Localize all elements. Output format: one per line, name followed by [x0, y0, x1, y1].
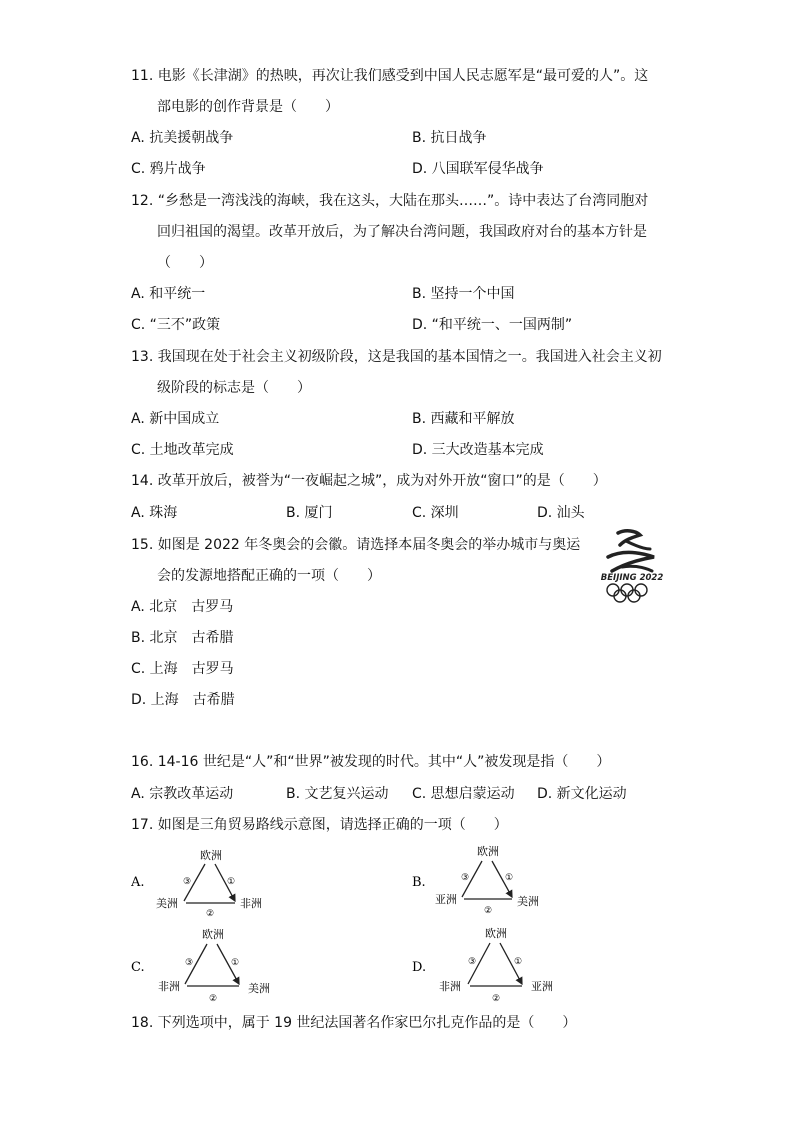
q17-c-num3: ③: [184, 958, 194, 968]
q12-text-2: 回归祖国的渴望。改革开放后，为了解决台湾问题，我国政府对台的基本方针是: [157, 224, 647, 240]
q12-option-a[interactable]: A. 和平统一: [131, 286, 206, 302]
q17-option-c[interactable]: [131, 928, 281, 1008]
q17-option-a[interactable]: [131, 845, 281, 921]
q14-option-d[interactable]: D. 汕头: [537, 505, 585, 521]
q17-b-num2: ②: [483, 906, 493, 916]
q17-text-1: 如图是三角贸易路线示意图，请选择正确的一项（ ）: [157, 817, 508, 833]
q14-option-c[interactable]: C. 深圳: [412, 505, 459, 521]
q15-text-1: 如图是 2022 年冬奥会的会徽。请选择本届冬奥会的举办城市与奥运: [157, 537, 581, 553]
q11-number: 11.: [131, 68, 154, 84]
q17-b-left-label: 亚洲: [435, 893, 457, 906]
q17-d-num1: ①: [513, 957, 523, 967]
q17-option-c-letter: C.: [131, 960, 145, 975]
q17-b-num1: ①: [504, 873, 514, 883]
q17-a-left-label: 美洲: [156, 897, 178, 910]
q16-line1: [131, 753, 610, 771]
q17-option-d[interactable]: [412, 926, 572, 1010]
q17-c-num1: ①: [230, 958, 240, 968]
q11-text-1: 电影《长津湖》的热映，再次让我们感受到中国人民志愿军是“最可爱的人”。这: [157, 68, 649, 84]
q13-option-c[interactable]: C. 土地改革完成: [131, 442, 234, 458]
q15-option-c[interactable]: C. 上海 古罗马: [131, 661, 234, 677]
q17-a-num1: ①: [226, 877, 236, 887]
q15-text-2: 会的发源地搭配正确的一项（ ）: [157, 568, 381, 584]
q14-line1: [131, 472, 607, 490]
q17-a-num3: ③: [182, 877, 192, 887]
q18-number: 18.: [131, 1015, 154, 1031]
q11-option-d[interactable]: D. 八国联军侵华战争: [412, 161, 544, 177]
q17-option-d-letter: D.: [412, 960, 427, 975]
q13-number: 13.: [131, 349, 154, 365]
emblem-icon: [596, 527, 668, 605]
q17-c-left-label: 非洲: [158, 980, 180, 993]
q13-option-a[interactable]: A. 新中国成立: [131, 411, 220, 427]
q11-line1: [131, 67, 648, 85]
q17-a-top-label: 欧洲: [200, 849, 222, 862]
q17-b-right-label: 美洲: [517, 895, 539, 908]
q13-text-1: 我国现在处于社会主义初级阶段，这是我国的基本国情之一。我国进入社会主义初: [157, 349, 662, 365]
q17-d-top-label: 欧洲: [485, 927, 507, 940]
q11-text-2: 部电影的创作背景是（ ）: [157, 99, 339, 115]
q16-option-b[interactable]: B. 文艺复兴运动: [286, 786, 389, 802]
q12-text-3: （ ）: [157, 255, 213, 271]
q17-b-num3: ③: [460, 873, 470, 883]
q12-option-c[interactable]: C. “三不”政策: [131, 317, 221, 333]
q17-b-top-label: 欧洲: [477, 845, 499, 858]
q14-option-a[interactable]: A. 珠海: [131, 505, 178, 521]
q12-line1: [131, 192, 648, 210]
q17-d-num3: ③: [467, 957, 477, 967]
q12-number: 12.: [131, 193, 154, 209]
q17-option-b-letter: B.: [412, 875, 426, 890]
q14-text-1: 改革开放后，被誉为“一夜崛起之城”，成为对外开放“窗口”的是（ ）: [157, 473, 607, 489]
q18-text-1: 下列选项中，属于 19 世纪法国著名作家巴尔扎克作品的是（ ）: [157, 1015, 577, 1031]
q12-option-b[interactable]: B. 坚持一个中国: [412, 286, 515, 302]
q11-option-b[interactable]: B. 抗日战争: [412, 130, 487, 146]
q15-option-b[interactable]: B. 北京 古希腊: [131, 630, 234, 646]
q16-text-1: 14-16 世纪是“人”和“世界”被发现的时代。其中“人”被发现是指（ ）: [157, 754, 611, 770]
q16-option-a[interactable]: A. 宗教改革运动: [131, 786, 234, 802]
q12-text-1: “乡愁是一湾浅浅的海峡，我在这头，大陆在那头……”。诗中表达了台湾同胞对: [157, 193, 649, 209]
q17-a-right-label: 非洲: [240, 897, 262, 910]
q15-number: 15.: [131, 537, 154, 553]
q17-option-b[interactable]: [412, 845, 562, 921]
q17-line1: [131, 816, 508, 834]
q14-number: 14.: [131, 473, 154, 489]
q13-option-d[interactable]: D. 三大改造基本完成: [412, 442, 544, 458]
q17-c-right-label: 美洲: [248, 982, 270, 995]
q16-option-d[interactable]: D. 新文化运动: [537, 786, 627, 802]
q17-d-left-label: 非洲: [439, 980, 461, 993]
q14-option-b[interactable]: B. 厦门: [286, 505, 333, 521]
q13-line1: [131, 348, 662, 366]
q15-option-d[interactable]: D. 上海 古希腊: [131, 692, 235, 708]
winter-olympics-emblem: [596, 527, 668, 605]
q18-line1: [131, 1014, 576, 1032]
q17-c-num2: ②: [208, 994, 218, 1004]
q16-option-c[interactable]: C. 思想启蒙运动: [412, 786, 515, 802]
q17-d-num2: ②: [491, 994, 501, 1004]
q17-c-top-label: 欧洲: [202, 928, 224, 941]
q17-a-num2: ②: [205, 909, 215, 917]
q13-option-b[interactable]: B. 西藏和平解放: [412, 411, 515, 427]
q11-option-a[interactable]: A. 抗美援朝战争: [131, 130, 234, 146]
q17-option-a-letter: A.: [131, 875, 145, 890]
q15-option-a[interactable]: A. 北京 古罗马: [131, 599, 234, 615]
q17-number: 17.: [131, 817, 154, 833]
q17-d-right-label: 亚洲: [531, 980, 553, 993]
q16-number: 16.: [131, 754, 154, 770]
q15-line1: [131, 536, 580, 554]
q12-option-d[interactable]: D. “和平统一、一国两制”: [412, 317, 573, 333]
emblem-text: BEIJING 2022: [600, 573, 664, 583]
q13-text-2: 级阶段的标志是（ ）: [157, 380, 311, 396]
q11-option-c[interactable]: C. 鸦片战争: [131, 161, 206, 177]
